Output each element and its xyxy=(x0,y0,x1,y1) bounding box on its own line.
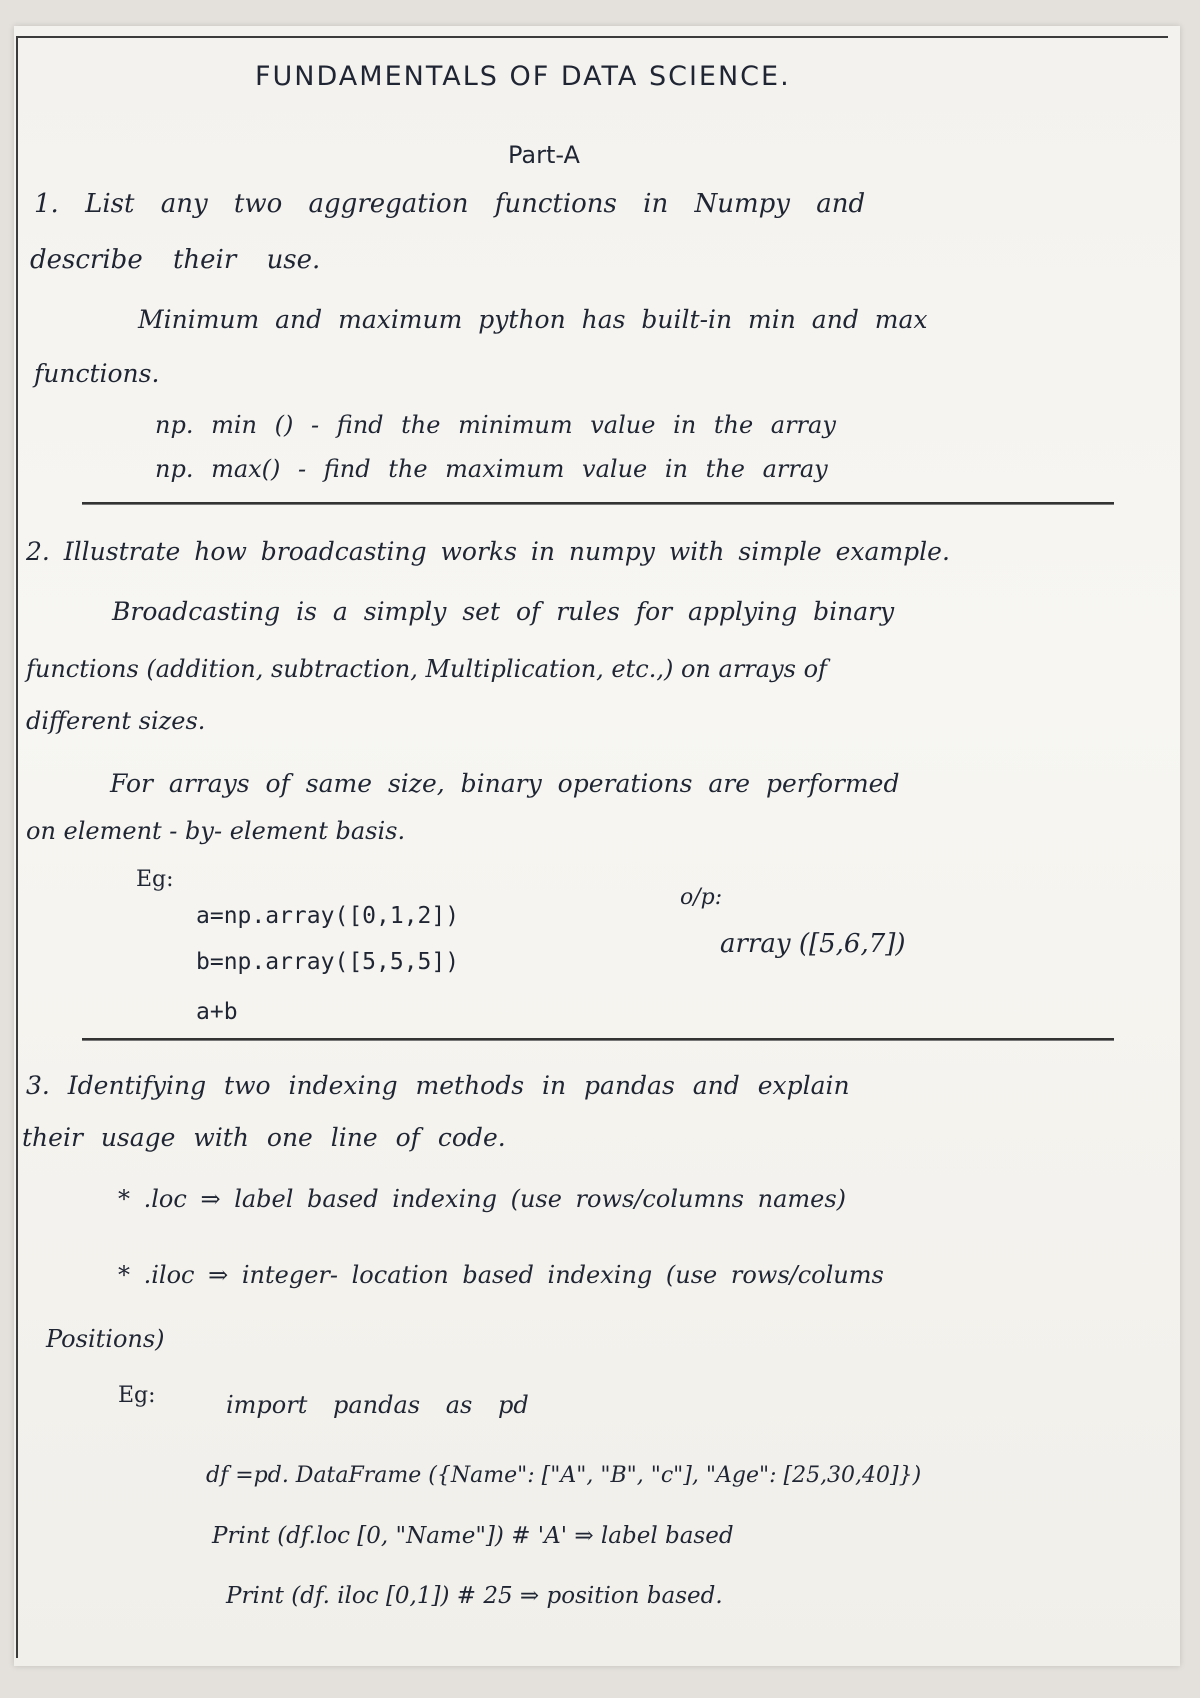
question-1-line-2: describe their use. xyxy=(30,245,321,275)
example-3-code-4: Print (df. iloc [0,1]) # 25 ⇒ position based. xyxy=(226,1583,723,1609)
example-3-code-1: import pandas as pd xyxy=(226,1391,529,1419)
answer-2-line-2: functions (addition, subtraction, Multiplication, etc.,) on arrays of xyxy=(26,655,827,683)
section-heading: Part-A xyxy=(508,141,580,169)
question-3-line-2: their usage with one line of code. xyxy=(22,1123,506,1152)
question-2-line-1: 2. Illustrate how broadcasting works in numpy with simple example. xyxy=(26,537,950,566)
answer-2-line-3: different sizes. xyxy=(26,707,206,735)
example-label-3: Eg: xyxy=(118,1383,156,1408)
example-2-code-2: b=np.array([5,5,5]) xyxy=(196,949,460,975)
example-2-code-3: a+b xyxy=(196,999,238,1025)
answer-2-line-4: For arrays of same size, binary operations are performed xyxy=(110,769,900,798)
answer-1-line-1: Minimum and maximum python has built-in min and max xyxy=(138,305,928,334)
output-label: o/p: xyxy=(680,885,723,910)
page-title: FUNDAMENTALS OF DATA SCIENCE. xyxy=(255,61,791,92)
separator-1 xyxy=(82,502,1114,505)
output-value: array ([5,6,7]) xyxy=(720,929,906,959)
answer-1-code-1: np. min () - find the minimum value in the array xyxy=(155,411,836,439)
example-3-code-2: df =pd. DataFrame ({Name": ["A", "B", "c"], "Age": [25,30,40]}) xyxy=(206,1463,922,1488)
answer-2-line-5: on element - by- element basis. xyxy=(26,817,406,845)
answer-3-bullet-2-continued: Positions) xyxy=(46,1325,165,1353)
answer-3-bullet-2: * .iloc ⇒ integer- location based indexing (use rows/colums xyxy=(118,1261,884,1289)
separator-2 xyxy=(82,1038,1114,1041)
answer-1-line-2: functions. xyxy=(34,359,160,388)
answer-3-bullet-1: * .loc ⇒ label based indexing (use rows/columns names) xyxy=(118,1185,847,1213)
question-3-line-1: 3. Identifying two indexing methods in pandas and explain xyxy=(26,1071,850,1100)
example-3-code-3: Print (df.loc [0, "Name"]) # 'A' ⇒ label based xyxy=(212,1523,734,1549)
question-1-line-1: 1. List any two aggregation functions in Numpy and xyxy=(34,189,866,219)
answer-2-line-1: Broadcasting is a simply set of rules for applying binary xyxy=(112,597,895,626)
example-2-code-1: a=np.array([0,1,2]) xyxy=(196,903,460,929)
answer-1-code-2: np. max() - find the maximum value in the array xyxy=(155,455,828,483)
page-margin-border xyxy=(16,36,1168,1658)
example-label-2: Eg: xyxy=(136,867,174,892)
